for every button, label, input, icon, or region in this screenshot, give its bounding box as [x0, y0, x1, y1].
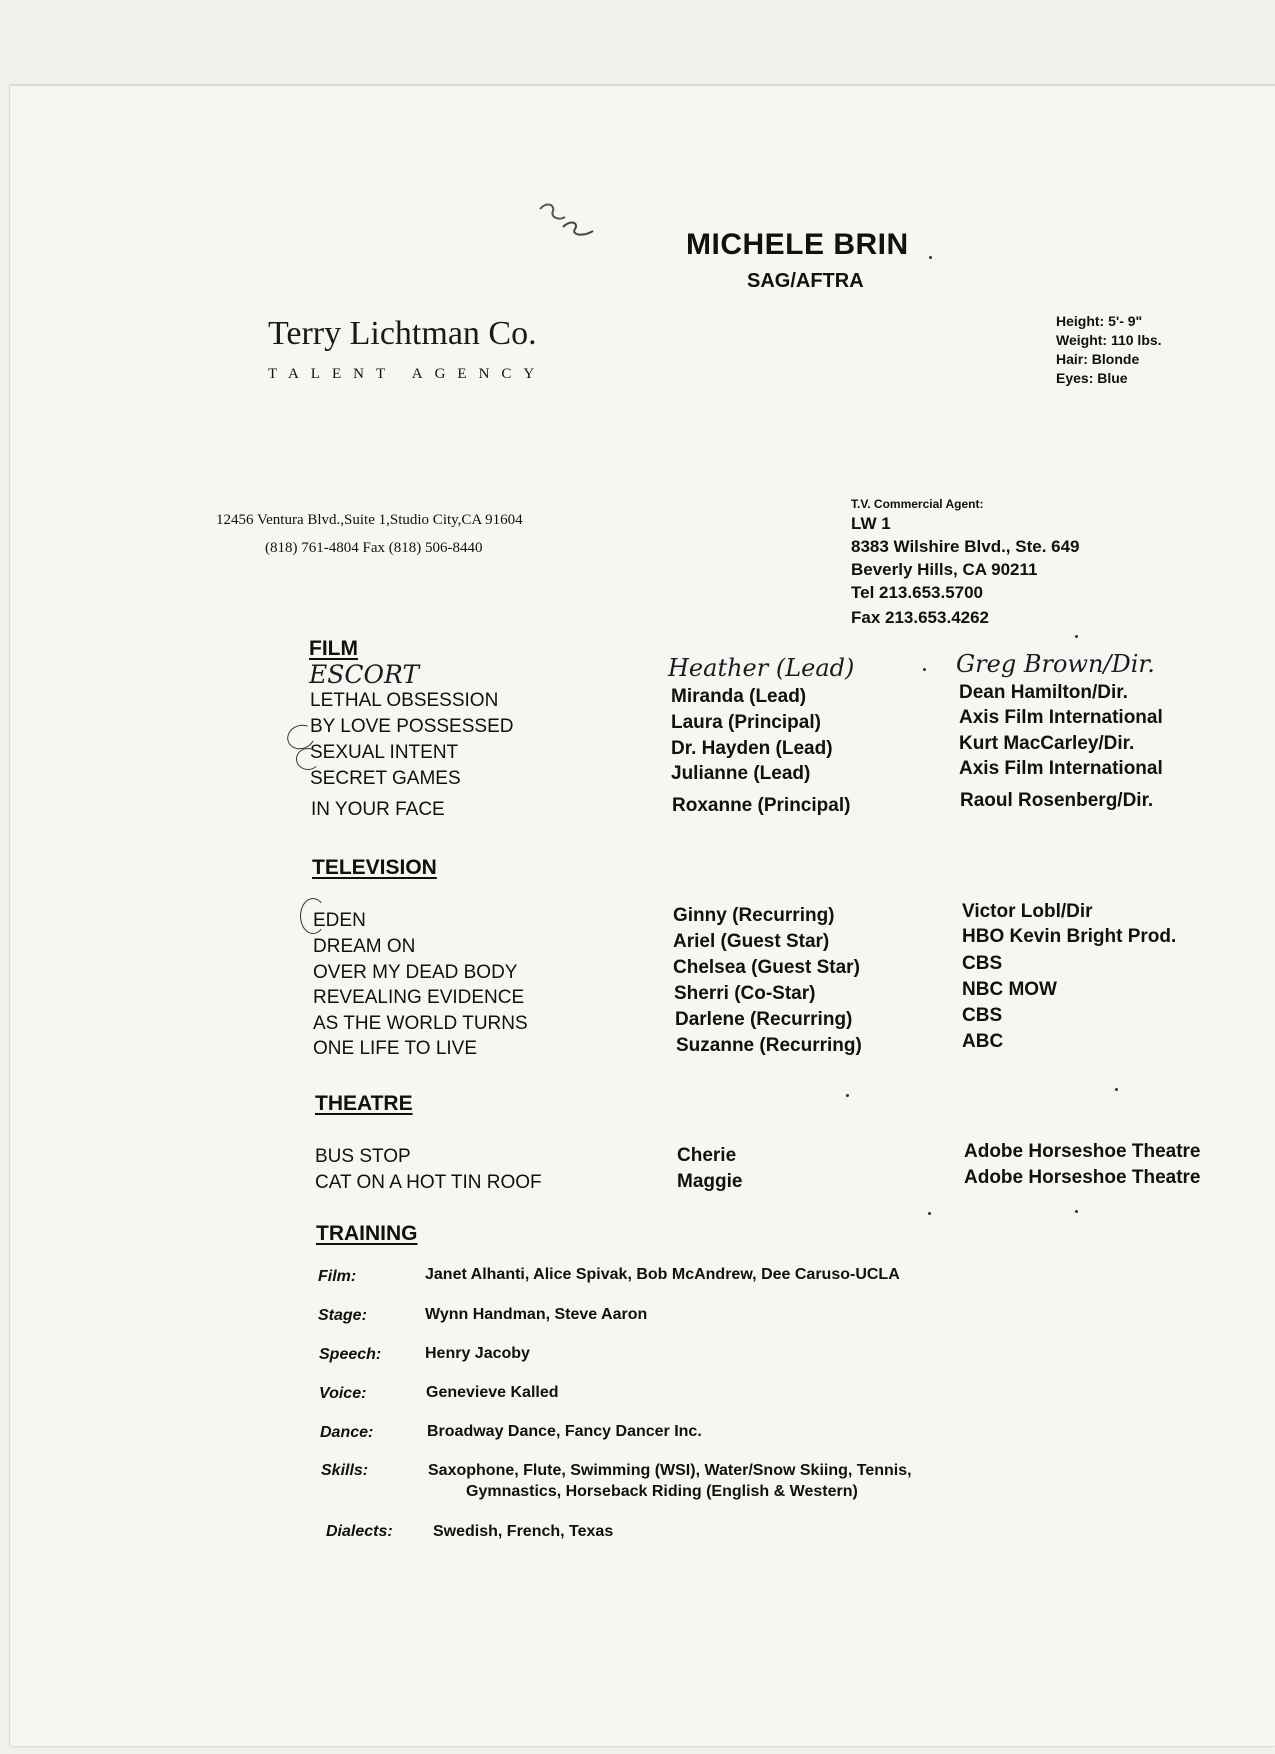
commercial-agent-label: T.V. Commercial Agent:: [851, 497, 984, 511]
tv-role: Ginny (Recurring): [673, 905, 835, 926]
speck: [928, 1212, 931, 1215]
training-value: Janet Alhanti, Alice Spivak, Bob McAndrew, Dee Caruso-UCLA: [425, 1266, 900, 1283]
speck: [1115, 1088, 1118, 1091]
stat-eyes: Eyes: Blue: [1056, 370, 1128, 386]
training-label: Skills:: [321, 1462, 369, 1479]
training-label: Voice:: [319, 1385, 367, 1402]
film-title: IN YOUR FACE: [311, 799, 445, 820]
theatre-venue: Adobe Horseshoe Theatre: [964, 1141, 1201, 1162]
film-title-handwritten: ESCORT: [309, 660, 420, 689]
tv-title: AS THE WORLD TURNS: [313, 1013, 528, 1034]
stat-height: Height: 5'- 9": [1056, 313, 1143, 329]
tv-title: OVER MY DEAD BODY: [313, 962, 518, 983]
film-title: SEXUAL INTENT: [310, 742, 459, 763]
speck: [1075, 1210, 1078, 1213]
training-label: Speech:: [319, 1346, 382, 1363]
tv-role: Darlene (Recurring): [675, 1009, 853, 1030]
film-title: BY LOVE POSSESSED: [310, 716, 514, 737]
training-value: Wynn Handman, Steve Aaron: [425, 1306, 648, 1323]
film-director: Dean Hamilton/Dir.: [959, 682, 1128, 703]
speck: [846, 1094, 849, 1097]
speck: [923, 668, 926, 671]
commercial-agent-line: 8383 Wilshire Blvd., Ste. 649: [851, 537, 1080, 556]
speck: [929, 256, 932, 259]
commercial-agent-line: LW 1: [851, 514, 891, 533]
physical-stats: [1056, 312, 1162, 388]
training-label: Film:: [318, 1268, 357, 1285]
training-value: Broadway Dance, Fancy Dancer Inc.: [427, 1423, 702, 1440]
training-label: Dance:: [320, 1424, 374, 1441]
tv-title: ONE LIFE TO LIVE: [313, 1038, 478, 1059]
training-value: Genevieve Kalled: [426, 1384, 559, 1401]
television-heading: TELEVISION: [312, 856, 437, 879]
film-role-handwritten: Heather (Lead): [668, 654, 855, 682]
film-director: Axis Film International: [959, 758, 1163, 779]
training-label: Stage:: [318, 1307, 367, 1324]
film-role: Dr. Hayden (Lead): [671, 738, 833, 759]
film-title: SECRET GAMES: [310, 768, 461, 789]
tv-title: REVEALING EVIDENCE: [313, 987, 525, 1008]
tv-role: Chelsea (Guest Star): [673, 957, 860, 978]
pen-mark-icon: [296, 748, 320, 770]
training-value-continued: Gymnastics, Horseback Riding (English & Western): [466, 1483, 858, 1500]
tv-producer: ABC: [962, 1031, 1004, 1052]
stat-hair: Hair: Blonde: [1056, 351, 1140, 367]
stat-weight: Weight: 110 lbs.: [1056, 332, 1162, 348]
film-role: Miranda (Lead): [671, 686, 807, 707]
training-value: Henry Jacoby: [425, 1345, 530, 1362]
theatre-role: Maggie: [677, 1171, 743, 1192]
training-label: Dialects:: [326, 1523, 393, 1540]
speck: [1075, 635, 1078, 638]
film-title: LETHAL OBSESSION: [310, 690, 499, 711]
commercial-agent-line: Tel 213.653.5700: [851, 583, 984, 602]
agency-phones: (818) 761-4804 Fax (818) 506-8440: [265, 540, 483, 556]
tv-producer: Victor Lobl/Dir: [962, 901, 1093, 922]
tv-role: Suzanne (Recurring): [676, 1035, 862, 1056]
commercial-agent-line: Fax 213.653.4262: [851, 608, 990, 627]
agency-name: Terry Lichtman Co.: [268, 315, 537, 352]
film-director-handwritten: Greg Brown/Dir.: [956, 650, 1155, 678]
agency-address: 12456 Ventura Blvd.,Suite 1,Studio City,CA 91604: [216, 512, 523, 528]
film-director: Raoul Rosenberg/Dir.: [960, 790, 1154, 811]
training-value: Swedish, French, Texas: [433, 1523, 614, 1540]
training-value: Saxophone, Flute, Swimming (WSI), Water/Snow Skiing, Tennis,: [428, 1462, 912, 1479]
theatre-title: CAT ON A HOT TIN ROOF: [315, 1172, 542, 1193]
union-affiliation: SAG/AFTRA: [747, 270, 864, 292]
theatre-heading: THEATRE: [315, 1092, 413, 1115]
film-role: Laura (Principal): [671, 712, 821, 733]
agency-tagline: TALENT AGENCY: [268, 366, 547, 382]
theatre-title: BUS STOP: [315, 1146, 411, 1167]
tv-producer: NBC MOW: [962, 979, 1057, 1000]
commercial-agent-line: Beverly Hills, CA 90211: [851, 560, 1038, 579]
theatre-venue: Adobe Horseshoe Theatre: [964, 1167, 1201, 1188]
tv-role: Sherri (Co-Star): [674, 983, 816, 1004]
film-director: Axis Film International: [959, 707, 1163, 728]
tv-role: Ariel (Guest Star): [673, 931, 830, 952]
film-director: Kurt MacCarley/Dir.: [959, 733, 1135, 754]
training-heading: TRAINING: [316, 1222, 418, 1245]
tv-producer: CBS: [962, 953, 1003, 974]
theatre-role: Cherie: [677, 1145, 737, 1166]
tv-producer: CBS: [962, 1005, 1003, 1026]
film-heading: FILM: [309, 637, 358, 660]
film-role: Julianne (Lead): [671, 763, 811, 784]
tv-title: DREAM ON: [313, 936, 416, 957]
film-role: Roxanne (Principal): [672, 795, 851, 816]
staple-mark-icon: [535, 197, 610, 247]
actor-name: MICHELE BRIN: [686, 228, 909, 261]
tv-producer: HBO Kevin Bright Prod.: [962, 926, 1177, 947]
tv-title: EDEN: [313, 910, 366, 931]
